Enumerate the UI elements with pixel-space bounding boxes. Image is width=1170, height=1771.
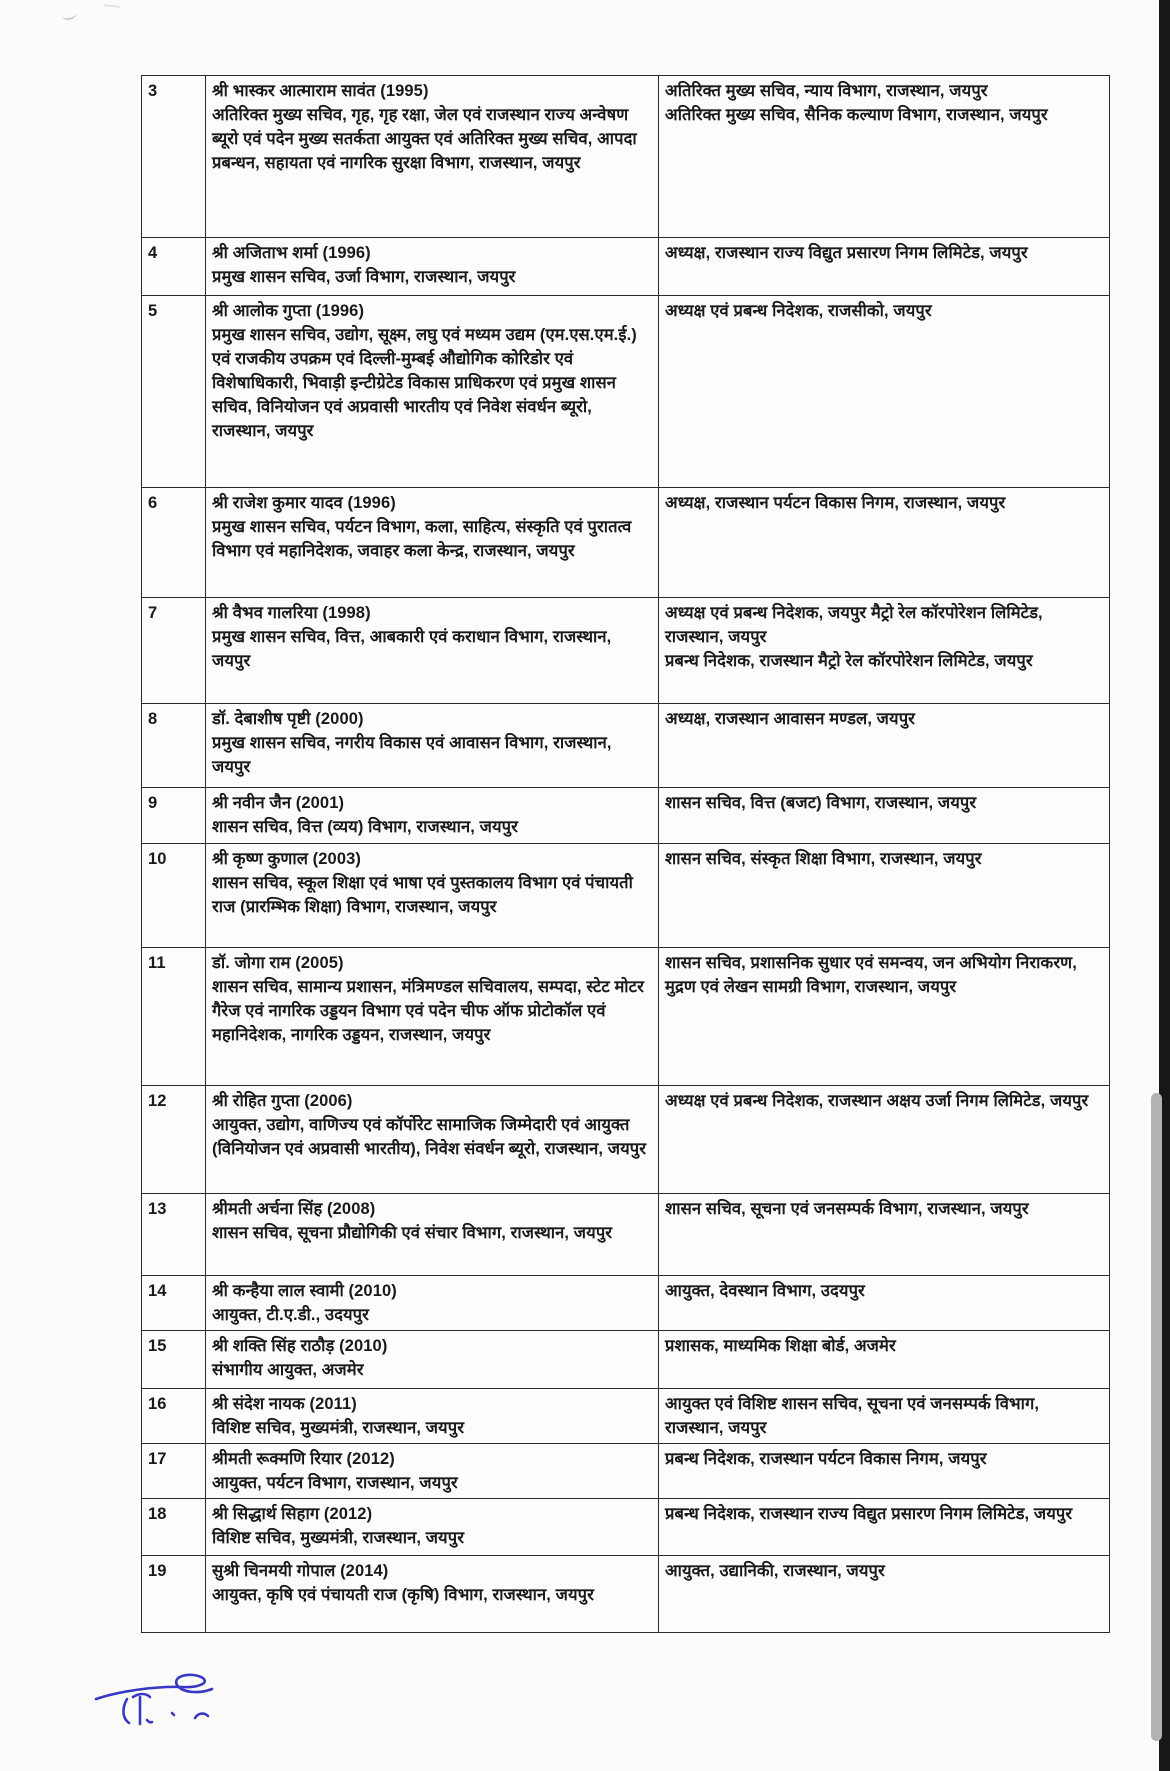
serial-number: 18 [142,1499,206,1556]
serial-number: 4 [142,238,206,296]
serial-number: 12 [142,1086,206,1194]
officer-cell: श्री राजेश कुमार यादव (1996) प्रमुख शासन सचिव, पर्यटन विभाग, कला, साहित्य, संस्कृति एवं पुरातत्व विभाग एवं महानिदेशक, जवाहर कला केन्द्र, राजस्थान, जयपुर [206,488,659,598]
posting-cell: अध्यक्ष, राजस्थान आवासन मण्डल, जयपुर [659,704,1110,788]
posting-cell: अध्यक्ष, राजस्थान पर्यटन विकास निगम, राजस्थान, जयपुर [659,488,1110,598]
officer-cell: श्री संदेश नायक (2011) विशिष्ट सचिव, मुख्यमंत्री, राजस्थान, जयपुर [206,1389,659,1444]
scrollbar-thumb[interactable] [1151,1093,1162,1741]
posting-cell: आयुक्त, देवस्थान विभाग, उदयपुर [659,1276,1110,1331]
handwritten-signature [92,1668,232,1734]
officer-cell: श्री नवीन जैन (2001) शासन सचिव, वित्त (व्यय) विभाग, राजस्थान, जयपुर [206,788,659,844]
serial-number: 7 [142,598,206,704]
officer-cell: सुश्री चिनमयी गोपाल (2014) आयुक्त, कृषि एवं पंचायती राज (कृषि) विभाग, राजस्थान, जयपुर [206,1556,659,1633]
pencil-mark [104,0,121,8]
posting-cell: आयुक्त एवं विशिष्ट शासन सचिव, सूचना एवं जनसम्पर्क विभाग, राजस्थान, जयपुर [659,1389,1110,1444]
officer-cell: डॉ. जोगा राम (2005) शासन सचिव, सामान्य प्रशासन, मंत्रिमण्डल सचिवालय, सम्पदा, स्टेट मोटर गैरेज एवं नागरिक उड्डयन विभाग एवं पदेन चीफ ऑफ प्रोटोकॉल एवं महानिदेशक, नागरिक उड्डयन, राजस्थान, जयपुर [206,948,659,1086]
table-row [142,1444,1110,1499]
serial-number: 15 [142,1331,206,1389]
serial-number: 19 [142,1556,206,1633]
serial-number: 3 [142,76,206,238]
posting-cell: प्रबन्ध निदेशक, राजस्थान राज्य विद्युत प्रसारण निगम लिमिटेड, जयपुर [659,1499,1110,1556]
table-row [142,1086,1110,1194]
posting-cell: अध्यक्ष एवं प्रबन्ध निदेशक, राजसीको, जयपुर [659,296,1110,488]
serial-number: 9 [142,788,206,844]
posting-cell: अध्यक्ष एवं प्रबन्ध निदेशक, जयपुर मैट्रो रेल कॉरपोरेशन लिमिटेड, राजस्थान, जयपुर प्रबन्ध निदेशक, राजस्थान मैट्रो रेल कॉरपोरेशन लिमिटेड, जयपुर [659,598,1110,704]
table-row [142,598,1110,704]
posting-cell: अध्यक्ष एवं प्रबन्ध निदेशक, राजस्थान अक्षय उर्जा निगम लिमिटेड, जयपुर [659,1086,1110,1194]
officer-cell: श्री कन्हैया लाल स्वामी (2010) आयुक्त, टी.ए.डी., उदयपुर [206,1276,659,1331]
table-row [142,788,1110,844]
posting-cell: शासन सचिव, सूचना एवं जनसम्पर्क विभाग, राजस्थान, जयपुर [659,1194,1110,1276]
serial-number: 17 [142,1444,206,1499]
officer-cell: श्रीमती रूक्मणि रियार (2012) आयुक्त, पर्यटन विभाग, राजस्थान, जयपुर [206,1444,659,1499]
table-row [142,1331,1110,1389]
officer-cell: श्री आलोक गुप्ता (1996) प्रमुख शासन सचिव, उद्योग, सूक्ष्म, लघु एवं मध्यम उद्यम (एम.एस.एम.ई.) एवं राजकीय उपक्रम एवं दिल्ली-मुम्बई औद्योगिक कोरिडोर एवं विशेषाधिकारी, भिवाड़ी इन्टीग्रेटेड विकास प्राधिकरण एवं प्रमुख शासन सचिव, विनियोजन एवं अप्रवासी भारतीय एवं निवेश संवर्धन ब्यूरो, राजस्थान, जयपुर [206,296,659,488]
officer-cell: श्री शक्ति सिंह राठौड़ (2010) संभागीय आयुक्त, अजमेर [206,1331,659,1389]
serial-number: 11 [142,948,206,1086]
table-row [142,238,1110,296]
serial-number: 10 [142,844,206,948]
officer-cell: श्री अजिताभ शर्मा (1996) प्रमुख शासन सचिव, उर्जा विभाग, राजस्थान, जयपुर [206,238,659,296]
posting-cell: शासन सचिव, वित्त (बजट) विभाग, राजस्थान, जयपुर [659,788,1110,844]
serial-number: 5 [142,296,206,488]
table-row [142,76,1110,238]
serial-number: 8 [142,704,206,788]
posting-cell: शासन सचिव, संस्कृत शिक्षा विभाग, राजस्थान, जयपुर [659,844,1110,948]
officer-cell: श्री रोहित गुप्ता (2006) आयुक्त, उद्योग, वाणिज्य एवं कॉर्पोरेट सामाजिक जिम्मेदारी एवं आयुक्त (विनियोजन एवं अप्रवासी भारतीय), निवेश संवर्धन ब्यूरो, राजस्थान, जयपुर [206,1086,659,1194]
pencil-mark [61,9,77,22]
posting-cell: प्रबन्ध निदेशक, राजस्थान पर्यटन विकास निगम, जयपुर [659,1444,1110,1499]
table-row [142,1389,1110,1444]
serial-number: 13 [142,1194,206,1276]
posting-cell: प्रशासक, माध्यमिक शिक्षा बोर्ड, अजमेर [659,1331,1110,1389]
posting-cell: अतिरिक्त मुख्य सचिव, न्याय विभाग, राजस्थान, जयपुर अतिरिक्त मुख्य सचिव, सैनिक कल्याण विभाग, राजस्थान, जयपुर [659,76,1110,238]
officers-table [141,75,1110,1633]
table-row [142,844,1110,948]
serial-number: 16 [142,1389,206,1444]
table-row [142,296,1110,488]
table-row [142,1556,1110,1633]
officer-cell: डॉ. देबाशीष पृष्टी (2000) प्रमुख शासन सचिव, नगरीय विकास एवं आवासन विभाग, राजस्थान, जयपुर [206,704,659,788]
table-row [142,488,1110,598]
table-row [142,704,1110,788]
serial-number: 14 [142,1276,206,1331]
serial-number: 6 [142,488,206,598]
posting-cell: शासन सचिव, प्रशासनिक सुधार एवं समन्वय, जन अभियोग निराकरण, मुद्रण एवं लेखन सामग्री विभाग, राजस्थान, जयपुर [659,948,1110,1086]
table-row [142,1499,1110,1556]
table-row [142,1194,1110,1276]
officer-cell: श्री सिद्धार्थ सिहाग (2012) विशिष्ट सचिव, मुख्यमंत्री, राजस्थान, जयपुर [206,1499,659,1556]
posting-cell: आयुक्त, उद्यानिकी, राजस्थान, जयपुर [659,1556,1110,1633]
officer-cell: श्री कृष्ण कुणाल (2003) शासन सचिव, स्कूल शिक्षा एवं भाषा एवं पुस्तकालय विभाग एवं पंचायती राज (प्रारम्भिक शिक्षा) विभाग, राजस्थान, जयपुर [206,844,659,948]
table-row [142,948,1110,1086]
officer-cell: श्री भास्कर आत्माराम सावंत (1995) अतिरिक्त मुख्य सचिव, गृह, गृह रक्षा, जेल एवं राजस्थान राज्य अन्वेषण ब्यूरो एवं पदेन मुख्य सतर्कता आयुक्त एवं अतिरिक्त मुख्य सचिव, आपदा प्रबन्धन, सहायता एवं नागरिक सुरक्षा विभाग, राजस्थान, जयपुर [206,76,659,238]
officer-cell: श्रीमती अर्चना सिंह (2008) शासन सचिव, सूचना प्रौद्योगिकी एवं संचार विभाग, राजस्थान, जयपुर [206,1194,659,1276]
table-row [142,1276,1110,1331]
posting-cell: अध्यक्ष, राजस्थान राज्य विद्युत प्रसारण निगम लिमिटेड, जयपुर [659,238,1110,296]
officer-cell: श्री वैभव गालरिया (1998) प्रमुख शासन सचिव, वित्त, आबकारी एवं कराधान विभाग, राजस्थान, जयपुर [206,598,659,704]
